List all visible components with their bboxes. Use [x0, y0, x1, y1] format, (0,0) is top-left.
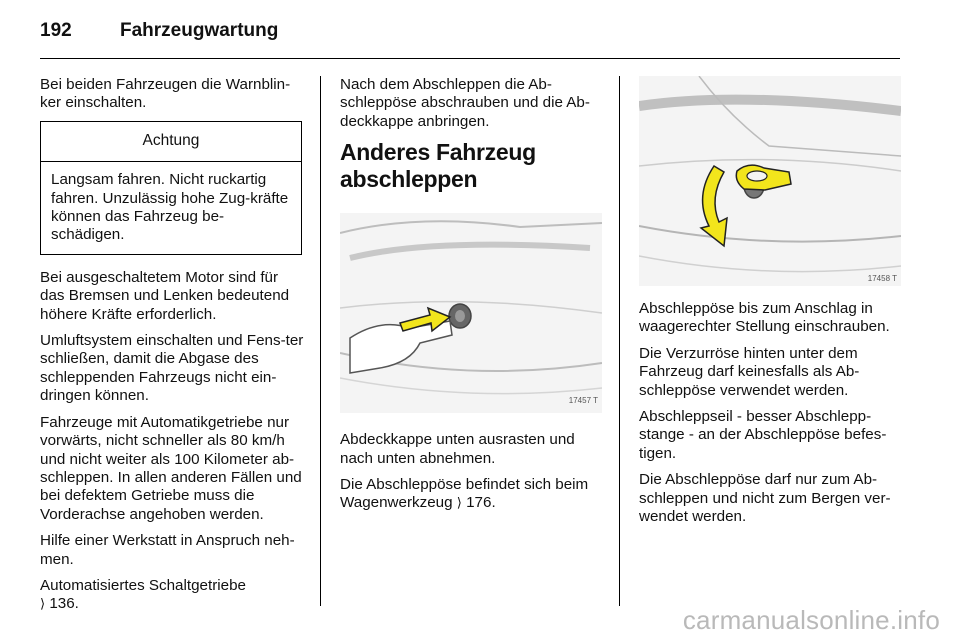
figure-number: 17457 T: [568, 395, 598, 405]
column-divider-1: [320, 76, 321, 606]
page-reference-arrow-icon: ⟩: [456, 496, 462, 512]
paragraph-lashing-eye: Die Verzurröse hinten unter dem Fahrzeug darf keinesfalls als Ab-schleppöse verwendet werden.: [639, 344, 860, 399]
page-number: 192: [40, 20, 72, 41]
figure-number: 17458 T: [867, 274, 897, 283]
paragraph-engine-off: Bei ausgeschaltetem Motor sind für das Bremsen und Lenken bedeutend höhere Kräfte erforderlich.: [40, 268, 290, 323]
watermark: carmanualsonline.info: [682, 605, 940, 635]
column-left: [40, 76, 304, 623]
column-middle: [340, 76, 604, 522]
paragraph-screw-in: Abschleppöse bis zum Anschlag in waagerechter Stellung einschrauben.: [639, 300, 890, 336]
column-divider-2: [619, 76, 620, 606]
automated-gearbox-text: Automatisiertes Schaltgetriebe: [40, 576, 246, 594]
figure-cover-removal: [340, 213, 602, 413]
eye-location-text: Die Abschleppöse befindet sich beim Wagenwerkzeug: [340, 476, 589, 512]
paragraph-tow-only: Die Abschleppöse darf nur zum Ab-schleppen und nicht zum Bergen ver-wendet werden.: [639, 471, 891, 526]
header-rule: [40, 58, 900, 59]
eye-location-ref[interactable]: 176.: [466, 494, 496, 512]
section-title: Fahrzeugwartung: [120, 20, 279, 41]
subheading-tow-other-vehicle: Anderes Fahrzeug abschleppen: [340, 139, 536, 193]
paragraph-recirculation: Umluftsystem einschalten und Fens-ter schließen, damit die Abgase des schleppenden Fahrzeugs nicht ein-dringen können.: [40, 332, 304, 405]
paragraph-eye-location: [340, 476, 604, 514]
warning-text: Langsam fahren. Nicht ruckartig fahren. Unzulässig hohe Zug-kräfte können das Fahrzeug be-schädigen.: [51, 171, 289, 244]
paragraph-tow-rope: Abschleppseil - besser Abschlepp-stange - an der Abschleppöse befes-tigen.: [639, 408, 887, 462]
intro-paragraph: Bei beiden Fahrzeugen die Warnblin-ker einschalten.: [40, 76, 291, 112]
page-reference-arrow-icon: ⟩: [40, 597, 46, 613]
figure-screw-in-eye: [639, 76, 901, 286]
warning-box: [40, 121, 302, 255]
paragraph-automated-gearbox: [40, 577, 304, 615]
paragraph-after-towing: Nach dem Abschleppen die Ab-schleppöse abschrauben und die Ab-deckkappe anbringen.: [340, 76, 590, 130]
warning-title: Achtung: [41, 122, 301, 162]
paragraph-workshop: Hilfe einer Werkstatt in Anspruch neh-men.: [40, 532, 295, 568]
bumper-hand-illustration: [340, 213, 602, 413]
automated-gearbox-ref[interactable]: 136.: [49, 595, 79, 613]
paragraph-automatic: Fahrzeuge mit Automatikgetriebe nur vorwärts, nicht schneller als 80 km/h und nicht weiter als 100 Kilometer ab-schleppen. In allen anderen Fällen und bei defektem Getriebe muss die Vorderachse angehoben werden.: [40, 413, 302, 523]
tow-eye-illustration: [639, 76, 901, 286]
column-right: [639, 300, 901, 534]
page-header: [40, 20, 920, 50]
paragraph-cover-remove: Abdeckkappe unten ausrasten und nach unten abnehmen.: [340, 431, 575, 467]
